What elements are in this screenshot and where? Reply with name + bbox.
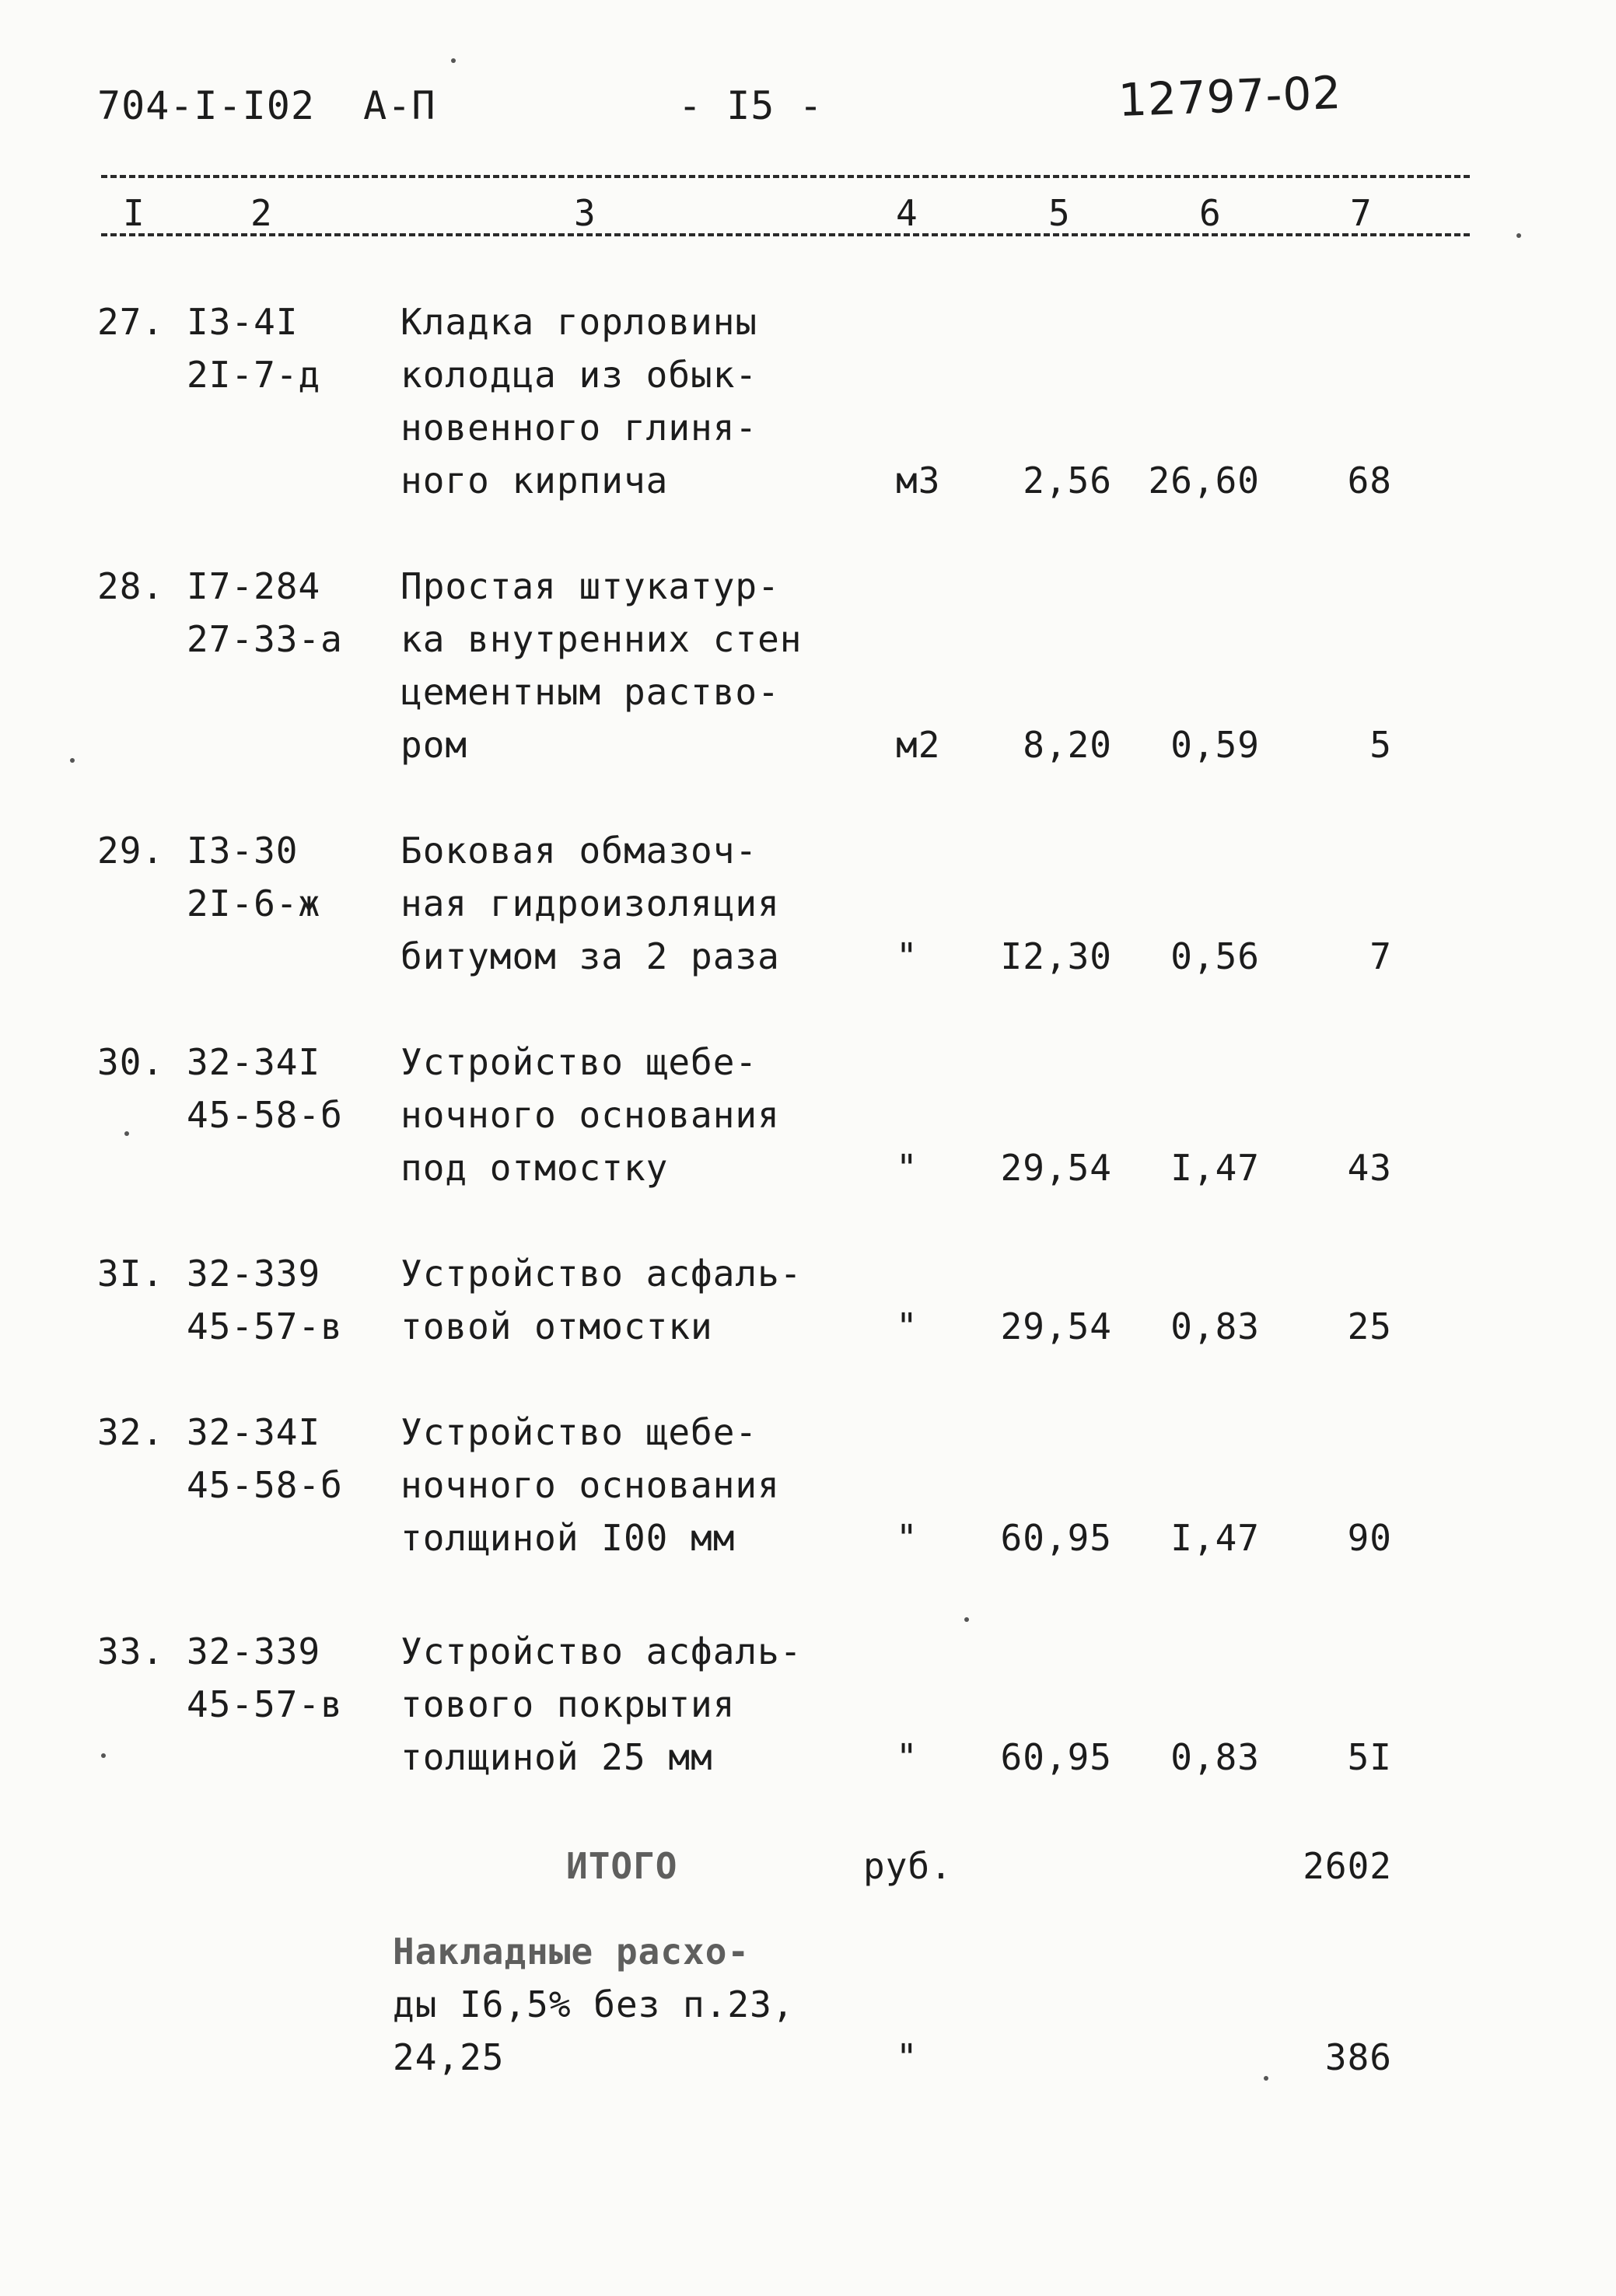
norm-code: I3-4I xyxy=(187,301,299,343)
handwritten-ref: 12797-02 xyxy=(1117,66,1343,127)
column-number-2: 2 xyxy=(250,192,273,234)
work-description: Устройство щебе- xyxy=(401,1411,758,1453)
quantity-cell: 8,20 xyxy=(1023,724,1112,766)
scan-speck xyxy=(124,1131,129,1136)
work-description: Устройство асфаль- xyxy=(401,1630,803,1672)
row-number: 29. xyxy=(97,830,165,872)
row-number: 28. xyxy=(97,565,165,607)
price-cell: 0,56 xyxy=(1170,935,1260,977)
doc-code: 704-I-I02 А-П xyxy=(97,83,436,128)
work-description: Простая штукатур- xyxy=(401,565,780,607)
price-cell: I,47 xyxy=(1170,1147,1260,1189)
norm-code: 32-34I xyxy=(187,1411,321,1453)
subtotal-unit: руб. xyxy=(863,1845,953,1887)
price-cell: I,47 xyxy=(1170,1517,1260,1559)
quantity-cell: 60,95 xyxy=(1000,1736,1112,1778)
header-rule-bottom xyxy=(101,233,1470,236)
quantity-cell: 2,56 xyxy=(1023,460,1112,501)
work-description: Устройство щебе- xyxy=(401,1041,758,1083)
total-cell: 25 xyxy=(1347,1305,1392,1347)
unit-cell: " xyxy=(896,1305,918,1347)
scan-speck xyxy=(101,1753,106,1758)
quantity-cell: I2,30 xyxy=(1000,935,1112,977)
work-description: новенного глиня- xyxy=(401,407,758,449)
column-number-3: 3 xyxy=(574,192,596,234)
overhead-description: 24,25 xyxy=(393,2036,505,2078)
row-number: 32. xyxy=(97,1411,165,1453)
total-cell: 5I xyxy=(1347,1736,1392,1778)
total-cell: 5 xyxy=(1369,724,1392,766)
norm-code: 45-58-б xyxy=(187,1094,343,1136)
overhead-description: ды I6,5% без п.23, xyxy=(393,1983,795,2025)
scan-speck xyxy=(451,58,456,63)
column-number-4: 4 xyxy=(896,192,918,234)
total-cell: 43 xyxy=(1347,1147,1392,1189)
overhead-total: 386 xyxy=(1324,2036,1392,2078)
subtotal-label: ИТОГО xyxy=(566,1845,678,1887)
work-description: под отмостку xyxy=(401,1147,669,1189)
work-description: ка внутренних стен xyxy=(401,618,803,660)
row-number: 3I. xyxy=(97,1253,165,1295)
scan-speck xyxy=(70,758,75,763)
work-description: Устройство асфаль- xyxy=(401,1253,803,1295)
work-description: ная гидроизоляция xyxy=(401,882,780,924)
price-cell: 0,83 xyxy=(1170,1305,1260,1347)
work-description: колодца из обык- xyxy=(401,354,758,396)
unit-cell: м2 xyxy=(896,724,941,766)
norm-code: 45-57-в xyxy=(187,1683,343,1725)
row-number: 30. xyxy=(97,1041,165,1083)
total-cell: 90 xyxy=(1347,1517,1392,1559)
price-cell: 0,59 xyxy=(1170,724,1260,766)
unit-cell: " xyxy=(896,1517,918,1559)
total-cell: 7 xyxy=(1369,935,1392,977)
norm-code: I3-30 xyxy=(187,830,299,872)
work-description: Кладка горловины xyxy=(401,301,758,343)
work-description: тового покрытия xyxy=(401,1683,736,1725)
header-rule-top xyxy=(101,175,1470,178)
norm-code: I7-284 xyxy=(187,565,321,607)
quantity-cell: 60,95 xyxy=(1000,1517,1112,1559)
work-description: ночного основания xyxy=(401,1094,780,1136)
row-number: 27. xyxy=(97,301,165,343)
work-description: толщиной I00 мм xyxy=(401,1517,736,1559)
column-number-1: I xyxy=(123,192,145,234)
norm-code: 32-34I xyxy=(187,1041,321,1083)
total-cell: 68 xyxy=(1347,460,1392,501)
unit-cell: " xyxy=(896,1147,918,1189)
work-description: ночного основания xyxy=(401,1464,780,1506)
page-number: - I5 - xyxy=(678,83,824,128)
quantity-cell: 29,54 xyxy=(1000,1147,1112,1189)
norm-code: 45-58-б xyxy=(187,1464,343,1506)
norm-code: 32-339 xyxy=(187,1253,321,1295)
norm-code: 2I-6-ж xyxy=(187,882,321,924)
column-number-6: 6 xyxy=(1199,192,1222,234)
column-number-5: 5 xyxy=(1048,192,1071,234)
scan-speck xyxy=(1516,233,1521,238)
norm-code: 2I-7-д xyxy=(187,354,321,396)
row-number: 33. xyxy=(97,1630,165,1672)
overhead-description: Накладные расхо- xyxy=(393,1931,750,1973)
price-cell: 0,83 xyxy=(1170,1736,1260,1778)
work-description: товой отмостки xyxy=(401,1305,713,1347)
norm-code: 27-33-а xyxy=(187,618,343,660)
work-description: ного кирпича xyxy=(401,460,669,501)
column-number-7: 7 xyxy=(1350,192,1373,234)
quantity-cell: 29,54 xyxy=(1000,1305,1112,1347)
overhead-unit: " xyxy=(896,2036,918,2078)
unit-cell: " xyxy=(896,935,918,977)
subtotal-total: 2602 xyxy=(1303,1845,1392,1887)
work-description: цементным раство- xyxy=(401,671,780,713)
work-description: ром xyxy=(401,724,468,766)
unit-cell: м3 xyxy=(896,460,941,501)
work-description: толщиной 25 мм xyxy=(401,1736,713,1778)
norm-code: 32-339 xyxy=(187,1630,321,1672)
scan-speck xyxy=(964,1617,969,1622)
work-description: битумом за 2 раза xyxy=(401,935,780,977)
work-description: Боковая обмазоч- xyxy=(401,830,758,872)
norm-code: 45-57-в xyxy=(187,1305,343,1347)
price-cell: 26,60 xyxy=(1148,460,1260,501)
scan-speck xyxy=(1264,2076,1268,2081)
unit-cell: " xyxy=(896,1736,918,1778)
